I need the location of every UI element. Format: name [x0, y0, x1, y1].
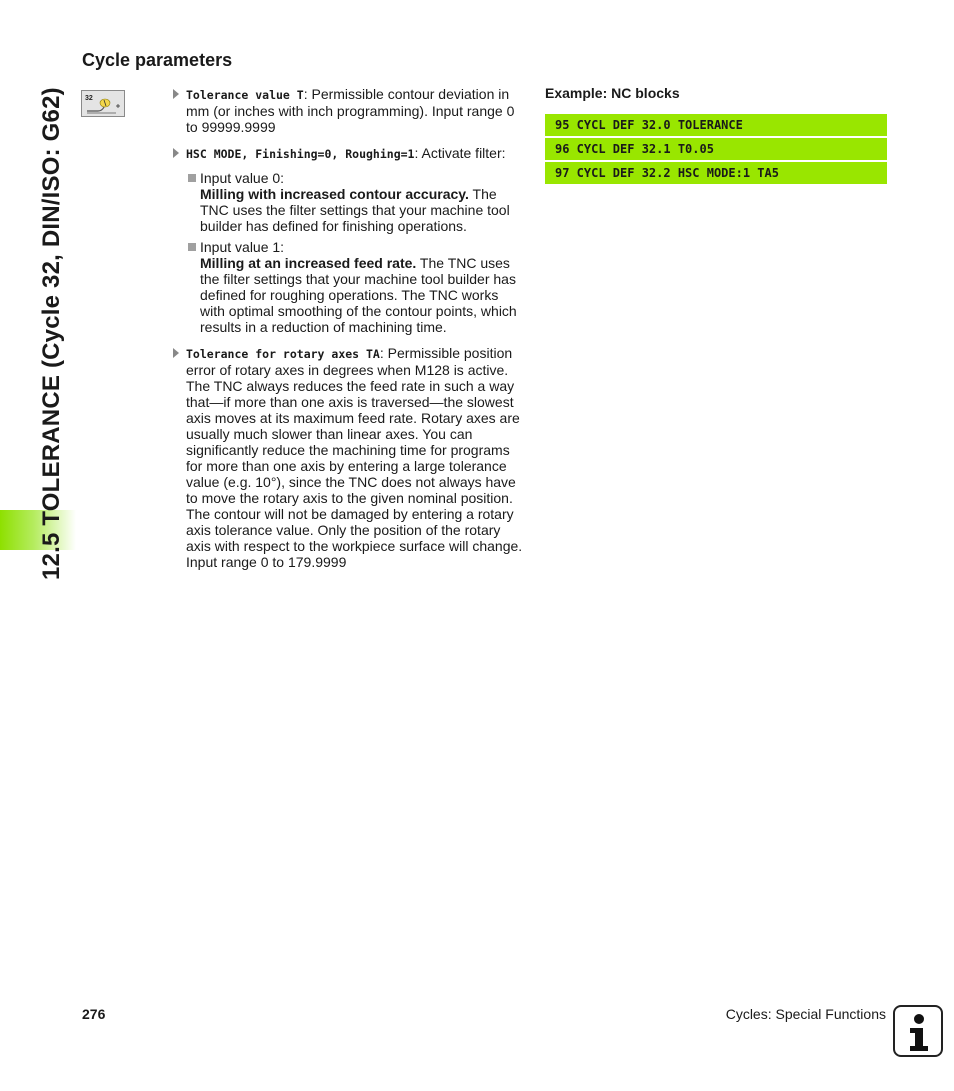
option-value: Input value 1:	[200, 239, 285, 255]
option-description: The TNC uses the filter settings that your machine tool builder has defined for roughing operations. The TNC works with optimal smoothing of the contour points, which results in a reduction of machining time.	[200, 255, 517, 335]
option-value: Input value 0:	[200, 170, 285, 186]
bullet-triangle-icon	[173, 348, 179, 358]
side-chapter-title-text: 12.5 TOLERANCE (Cycle 32, DIN/ISO: G62)	[38, 87, 65, 580]
param-description: : Activate filter:	[414, 145, 506, 161]
param-hsc-mode	[172, 145, 524, 162]
option-input-value-0	[172, 170, 524, 234]
param-tolerance-value	[172, 86, 524, 135]
section-title: Cycle parameters	[82, 50, 233, 70]
cycle-32-icon-graphic	[82, 91, 124, 116]
option-input-value-1	[172, 239, 524, 335]
cycle-icon-label: 32	[85, 95, 93, 102]
bullet-triangle-icon	[173, 148, 179, 158]
option-heading: Milling with increased contour accuracy.	[200, 186, 469, 202]
param-description: : Permissible position error of rotary axes in degrees when M128 is active. The TNC always reduces the feed rate in such a way that—if more than one axis is traversed—the slowest axis moves at its maximum feed rate. Rotary axes are usually much slower than linear axes. You can significantly reduce the machining time for programs for more than one axis by entering a large tolerance value (e.g. 10°), since the TNC does not always have to move the rotary axis to the given nominal position. The contour will not be damaged by entering a rotary axis tolerance value. Only the position of the rotary axis with respect to the workpiece surface will change. Input range 0 to 179.9999	[186, 345, 523, 570]
info-icon	[893, 1005, 943, 1057]
option-heading: Milling at an increased feed rate.	[200, 255, 417, 271]
nc-block-line: 96 CYCL DEF 32.1 T0.05	[545, 138, 887, 160]
cycle-32-icon	[81, 90, 125, 117]
bullet-square-icon	[188, 174, 196, 182]
parameter-list	[172, 86, 524, 580]
option-description: The TNC uses the filter settings that your machine tool builder has defined for finishing operations.	[200, 186, 510, 234]
bullet-square-icon	[188, 243, 196, 251]
example-title: Example: NC blocks	[545, 85, 680, 101]
side-chapter-title	[16, 40, 65, 580]
param-code: Tolerance for rotary axes TA	[186, 347, 380, 361]
bullet-triangle-icon	[173, 89, 179, 99]
param-rotary-tolerance	[172, 345, 524, 570]
footer-chapter-name: Cycles: Special Functions	[725, 1006, 886, 1022]
param-code: Tolerance value T	[186, 88, 304, 102]
nc-block-line: 95 CYCL DEF 32.0 TOLERANCE	[545, 114, 887, 136]
param-code: HSC MODE, Finishing=0, Roughing=1	[186, 147, 415, 161]
nc-block-example	[545, 114, 887, 186]
param-description: : Permissible contour deviation in mm (or inches with inch programming). Input range 0 to 99999.9999	[186, 86, 515, 135]
nc-block-line: 97 CYCL DEF 32.2 HSC MODE:1 TA5	[545, 162, 887, 184]
page-number: 276	[82, 1006, 106, 1022]
